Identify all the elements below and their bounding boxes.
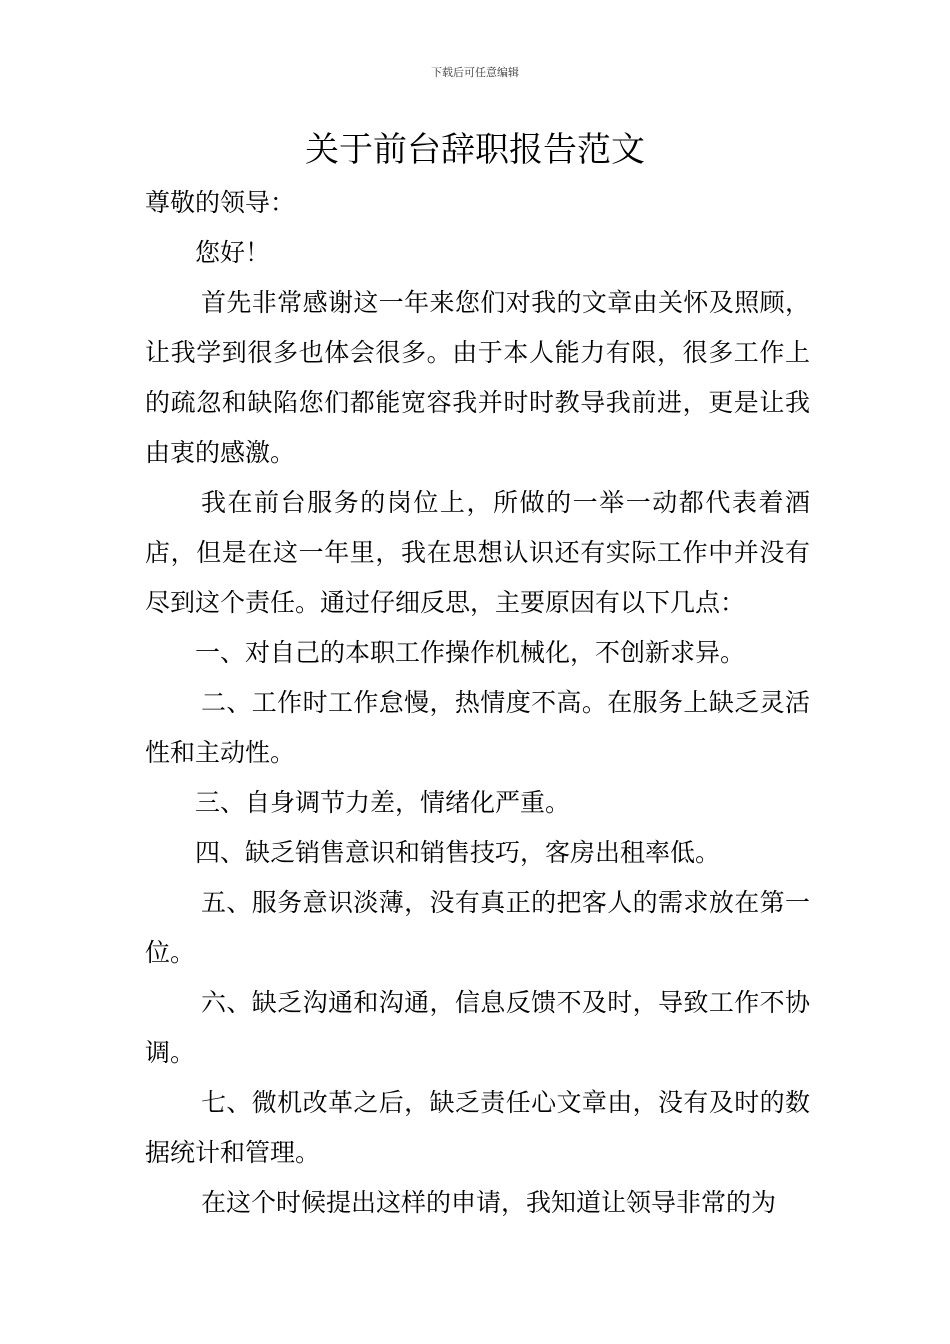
- list-item: 二、工作时工作怠慢，热情度不高。在服务上缺乏灵活性和主动性。: [145, 688, 810, 767]
- salutation: 尊敬的领导：: [145, 188, 296, 217]
- paragraph: 首先非常感谢这一年来您们对我的文章由关怀及照顾，让我学到很多也体会很多。由于本人能力有限，很多工作上的疏忽和缺陷您们都能宽容我并时时教导我前进，更是让我由衷的感激。: [145, 288, 810, 467]
- document-body: [145, 178, 810, 1228]
- header-note: 下载后可任意编辑: [431, 66, 519, 79]
- paragraph: 我在前台服务的岗位上，所做的一举一动都代表着酒店，但是在这一年里，我在思想认识还有实际工作中并没有尽到这个责任。通过仔细反思，主要原因有以下几点：: [145, 488, 810, 617]
- closing-paragraph: 在这个时候提出这样的申请，我知道让领导非常的为: [201, 1188, 777, 1217]
- greeting: 您好！: [195, 238, 271, 267]
- document-title: 关于前台辞职报告范文: [305, 130, 645, 170]
- list-item: 四、缺乏销售意识和销售技巧，客房出租率低。: [195, 838, 721, 867]
- list-item: 六、缺乏沟通和沟通，信息反馈不及时，导致工作不协调。: [145, 988, 810, 1067]
- list-item: 三、自身调节力差，情绪化严重。: [195, 788, 571, 817]
- list-item: 五、服务意识淡薄，没有真正的把客人的需求放在第一位。: [145, 888, 810, 967]
- list-item: 七、微机改革之后，缺乏责任心文章由，没有及时的数据统计和管理。: [145, 1088, 810, 1167]
- list-item: 一、对自己的本职工作操作机械化，不创新求异。: [195, 638, 746, 667]
